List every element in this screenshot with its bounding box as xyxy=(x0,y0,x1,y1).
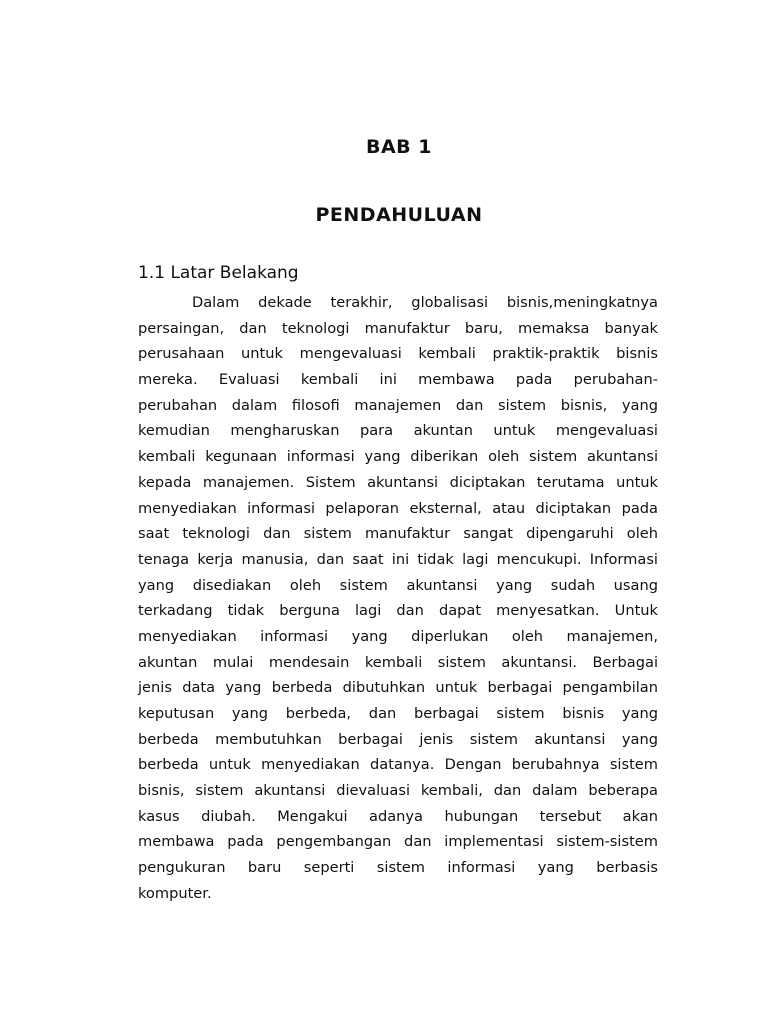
paragraph-line: tenaga kerja manusia, dan saat ini tidak lagi mencukupi. Informasi xyxy=(138,550,658,568)
paragraph-line: persaingan, dan teknologi manufaktur baru, memaksa banyak xyxy=(138,319,658,337)
paragraph-line: bisnis, sistem akuntansi dievaluasi kembali, dan dalam beberapa xyxy=(138,782,658,800)
paragraph-line: mereka. Evaluasi kembali ini membawa pada perubahan- xyxy=(138,371,658,389)
paragraph-line: akuntan mulai mendesain kembali sistem akuntansi. Berbagai xyxy=(138,653,658,671)
paragraph-line: berbeda membutuhkan berbagai jenis sistem akuntansi yang xyxy=(138,730,658,748)
paragraph-line: yang disediakan oleh sistem akuntansi yang sudah usang xyxy=(138,576,658,594)
paragraph-line: kemudian mengharuskan para akuntan untuk mengevaluasi xyxy=(138,422,658,440)
paragraph-line: komputer. xyxy=(138,884,212,902)
paragraph-line: membawa pada pengembangan dan implementasi sistem-sistem xyxy=(138,833,658,851)
paragraph-line: berbeda untuk menyediakan datanya. Dengan berubahnya sistem xyxy=(138,756,658,774)
paragraph-line: pengukuran baru seperti sistem informasi yang berbasis xyxy=(138,859,658,877)
paragraph-line: perubahan dalam filosofi manajemen dan sistem bisnis, yang xyxy=(138,396,658,414)
paragraph-line: Dalam dekade terakhir, globalisasi bisnis,meningkatnya xyxy=(192,294,658,311)
paragraph-line: menyediakan informasi yang diperlukan oleh manajemen, xyxy=(138,627,658,645)
paragraph-line: kembali kegunaan informasi yang diberikan oleh sistem akuntansi xyxy=(138,448,658,466)
paragraph-line: jenis data yang berbeda dibutuhkan untuk berbagai pengambilan xyxy=(138,679,658,697)
paragraph-line: keputusan yang berbeda, dan berbagai sistem bisnis yang xyxy=(138,705,658,722)
paragraph-line: perusahaan untuk mengevaluasi kembali praktik-praktik bisnis xyxy=(138,345,658,363)
paragraph-line: kepada manajemen. Sistem akuntansi diciptakan terutama untuk xyxy=(138,473,658,491)
body-paragraph xyxy=(138,290,658,907)
chapter-subtitle: PENDAHULUAN xyxy=(315,204,483,226)
paragraph-line: menyediakan informasi pelaporan eksternal, atau diciptakan pada xyxy=(138,499,658,517)
chapter-title: BAB 1 xyxy=(365,136,432,158)
paragraph-line: terkadang tidak berguna lagi dan dapat menyesatkan. Untuk xyxy=(138,602,658,620)
paragraph-line: kasus diubah. Mengakui adanya hubungan tersebut akan xyxy=(138,807,658,825)
section-heading: 1.1 Latar Belakang xyxy=(138,263,299,283)
paragraph-line: saat teknologi dan sistem manufaktur sangat dipengaruhi oleh xyxy=(138,525,658,543)
